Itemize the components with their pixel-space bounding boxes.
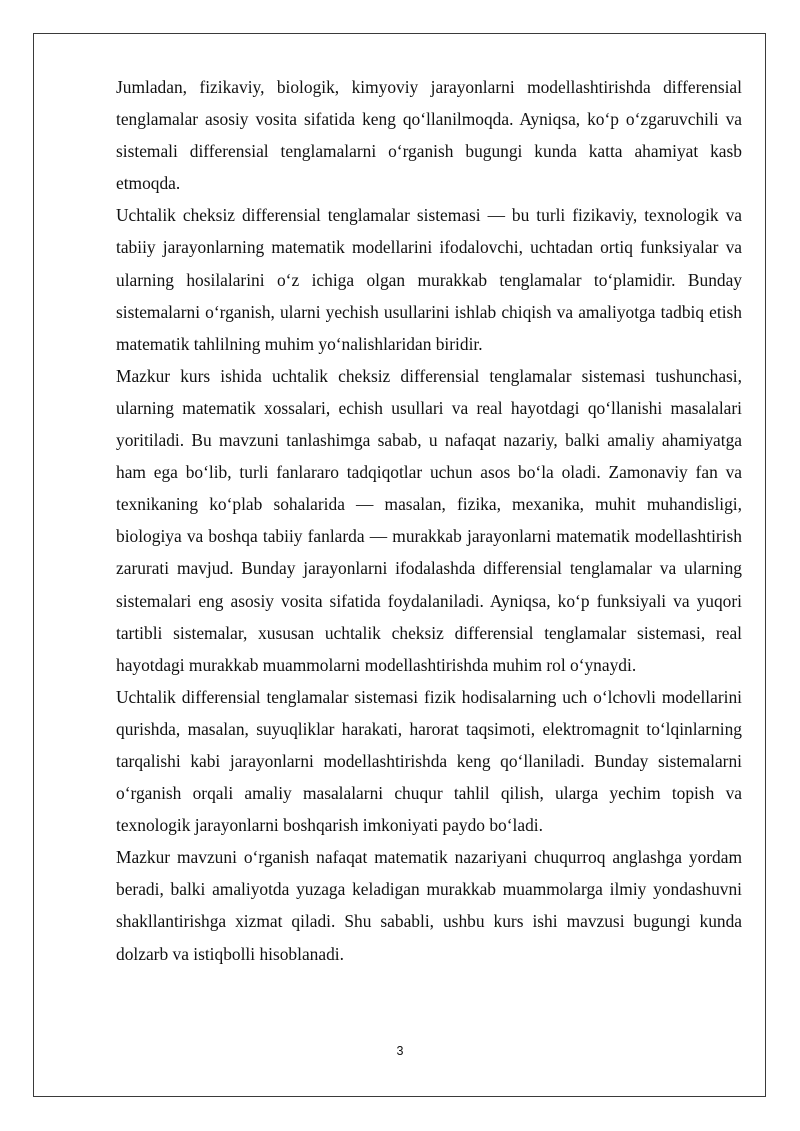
paragraph-3: Mazkur kurs ishida uchtalik cheksiz differensial tenglamalar sistemasi tushunchasi, ularning matematik xossalari, echish usullari va real hayotdagi qo‘llanishi masalalari yoritiladi. Bu mavzuni tanlashimga sabab, u nafaqat nazariy, balki amaliy ahamiyatga ham ega bo‘lib, turli fanlararo tadqiqotlar uchun asos bo‘la oladi. Zamonaviy fan va texnikaning ko‘plab sohalarida — masalan, fizika, mexanika, muhit muhandisligi, biologiya va boshqa tabiiy fanlarda — murakkab jarayonlarni matematik modellashtirish zarurati mavjud. Bunday jarayonlarni ifodalashda differensial tenglamalar va ularning sistemalari eng asosiy vosita sifatida foydalaniladi. Ayniqsa, ko‘p funksiyali va yuqori tartibli sistemalar, xususan uchtalik cheksiz differensial tenglamalar sistemasi, real hayotdagi murakkab muammolarni modellashtirishda muhim rol o‘ynaydi. [116,365,742,675]
paragraph-2: Uchtalik cheksiz differensial tenglamalar sistemasi — bu turli fizikaviy, texnologik va tabiiy jarayonlarning matematik modellarini ifodalovchi, uchtadan ortiq funksiyalar va ularning hosilalarini o‘z ichiga olgan murakkab tenglamalar to‘plamidir. Bunday sistemalarni o‘rganish, ularni yechish usullarini ishlab chiqish va amaliyotga tadbiq etish matematik tahlilning muhim yo‘nalishlaridan biridir. [116,205,742,354]
page-number: 3 [396,1044,404,1058]
document-body [116,71,742,970]
paragraph-1: Jumladan, fizikaviy, biologik, kimyoviy jarayonlarni modellashtirishda differensial tenglamalar asosiy vosita sifatida keng qo‘llanilmoqda. Ayniqsa, ko‘p o‘zgaruvchili va sistemali differensial tenglamalarni o‘rganish bugungi kunda katta ahamiyat kasb etmoqda. [116,77,742,194]
paragraph-4: Uchtalik differensial tenglamalar sistemasi fizik hodisalarning uch o‘lchovli modellarini qurishda, masalan, suyuqliklar harakati, harorat taqsimoti, elektromagnit to‘lqinlarning tarqalishi kabi jarayonlarni modellashtirishda keng qo‘llaniladi. Bunday sistemalarni o‘rganish orqali amaliy masalalarni chuqur tahlil qilish, ularga yechim topish va texnologik jarayonlarni boshqarish imkoniyati paydo bo‘ladi. [116,686,742,836]
paragraph-5: Mazkur mavzuni o‘rganish nafaqat matematik nazariyani chuqurroq anglashga yordam beradi, balki amaliyotda yuzaga keladigan murakkab muammolarga ilmiy yondashuvni shakllantirishga xizmat qiladi. Shu sababli, ushbu kurs ishi mavzusi bugungi kunda dolzarb va istiqbolli hisoblanadi. [116,847,742,964]
